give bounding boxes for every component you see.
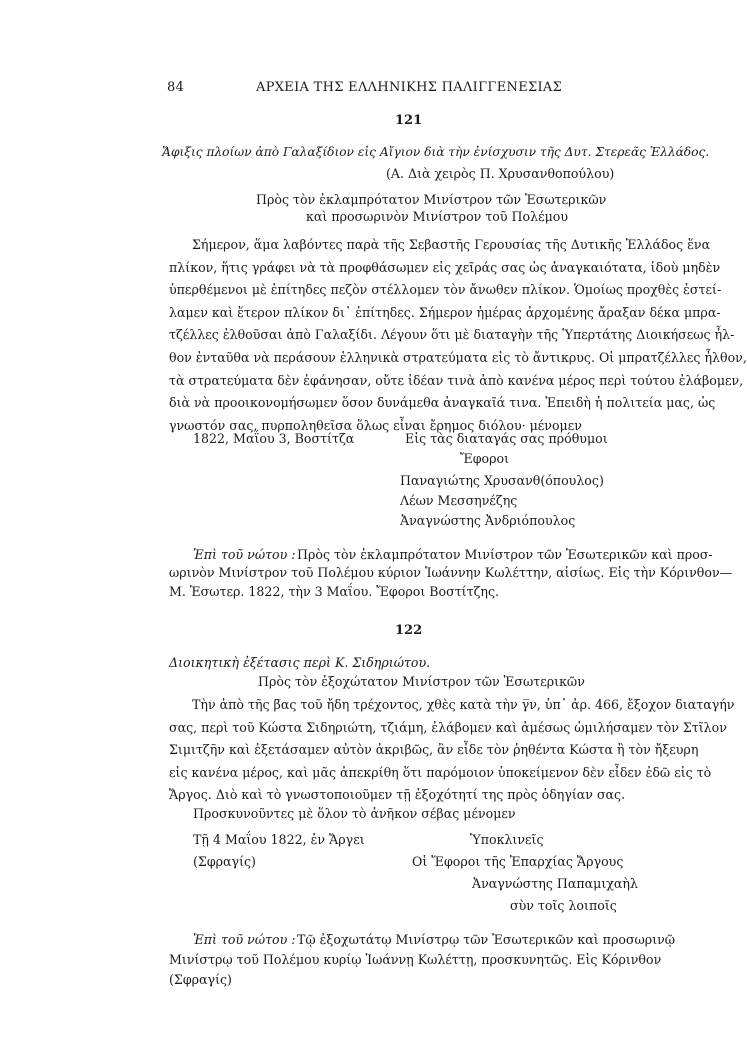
document-121-source: (Α. Διὰ χειρὸς Π. Χρυσανθοπούλου) <box>386 166 615 181</box>
document-122-verso-line: Τῷ ἐξοχωτάτῳ Μινίστρῳ τῶν Ἐσωτερικῶν καὶ προσωρινῷ <box>297 932 676 947</box>
document-121-verso-label: Ἐπὶ τοῦ νώτου : <box>193 547 296 562</box>
document-122-seal: (Σφραγίς) <box>193 854 256 869</box>
document-121-signer: Λέων Μεσσηνέζης <box>400 493 518 508</box>
document-121-body <box>169 234 747 437</box>
document-121-title: Ἄφιξις πλοίων ἀπὸ Γαλαξίδιον εἰς Αἴγιον διὰ τὴν ἐνίσχυσιν τῆς Δυτ. Στερεᾶς Ἑλλάδος. <box>162 145 710 159</box>
body-line: Σήμερον, ἅμα λαβόντες παρὰ τῆς Σεβαστῆς Γερουσίας τῆς Δυτικῆς Ἑλλάδος ἕνα <box>192 237 711 252</box>
document-122-verso-seal: (Σφραγίς) <box>169 972 232 987</box>
body-line: Ἄργος. Διὸ καὶ τὸ γνωστοποιοῦμεν τῇ ἐξοχότητί της πρὸς ὁδηγίαν σας. <box>169 787 626 803</box>
document-122-closing-line: Προσκυνοῦντες μὲ ὅλον τὸ ἀνῆκον σέβας μένομεν <box>193 806 516 821</box>
document-121-addressee-line-1: Πρὸς τὸν ἐκλαμπρότατον Μινίστρον τῶν Ἐσωτερικῶν <box>256 192 607 207</box>
body-line: λαμεν καὶ ἕτερον πλίκον δι᾽ ἐπίτηδες. Σήμερον ἡμέρας ἀρχομένης ἄραξαν δέκα μπρα- <box>169 304 721 320</box>
document-121-verso-line: Πρὸς τὸν ἐκλαμπρότατον Μινίστρον τῶν Ἐσωτερικῶν καὶ προσ- <box>297 547 713 562</box>
body-line: πλίκον, ἥτις γράφει νὰ τὰ προφθάσωμεν εἰς χεῖράς σας ὡς ἀναγκαιότατα, ἰδοὺ μηδὲν <box>169 259 721 275</box>
document-122-addressee: Πρὸς τὸν ἐξοχώτατον Μινίστρον τῶν Ἐσωτερικῶν <box>258 674 585 689</box>
body-line: τζέλλες ἐλθοῦσαι ἀπὸ Γαλαξίδι. Λέγουν ὅτι μὲ διαταγὴν τῆς Ὑπερτάτης Διοικήσεως ἦλ- <box>169 327 735 343</box>
body-line: τὰ στρατεύματα δὲν ἐφάνησαν, οὔτε ἰδέαν τινὰ ἀπὸ κανένα μέρος περὶ τούτου ἐλάβομεν, <box>169 372 744 388</box>
body-line: Σιμιτζῆν καὶ ἐξετάσαμεν αὐτὸν ἀκριβῶς, ἂν εἶδε τὸν ῥηθέντα Κώστα ἢ τὸν ἤξευρη <box>169 742 699 758</box>
document-122-signers-line: Οἱ Ἔφοροι τῆς Ἐπαρχίας Ἄργους <box>412 854 624 869</box>
document-121-closing: Εἰς τὰς διαταγάς σας πρόθυμοι <box>405 431 608 446</box>
document-122-date-place: Τῇ 4 Μαΐου 1822, ἐν Ἄργει <box>193 832 365 847</box>
document-121-signer: Παναγιώτης Χρυσανθ(όπουλος) <box>400 473 604 488</box>
body-line: σας, περὶ τοῦ Κώστα Σιδηριώτη, τζιάμη, ἐλάβομεν καὶ ἀμέσως ὡμιλήσαμεν τὸν Στῖλον <box>169 719 727 735</box>
document-122-signer: Ἀναγνώστης Παπαμιχαὴλ <box>472 876 638 891</box>
document-121-signers-title: Ἔφοροι <box>460 451 510 466</box>
document-121-verso-line: ωρινὸν Μινίστρον τοῦ Πολέμου κύριον Ἰωάννην Κωλέττην, αἰσίως. Εἰς τὴν Κόρινθον— <box>169 565 733 580</box>
document-121-signer: Ἀναγνώστης Ἀνδριόπουλος <box>400 513 576 528</box>
body-line: γνωστόν σας, πυρποληθεῖσα ὅλως εἶναι ἔρημος διόλου· μένομεν <box>169 417 582 433</box>
body-line: εἰς κανένα μέρος, καὶ μᾶς ἀπεκρίθη ὅτι παρόμοιον ὑποκείμενον δὲν εἶδεν ἐδῶ εἰς τὸ <box>169 764 712 780</box>
document-122-body <box>169 694 735 807</box>
document-121-addressee-line-2: καὶ προσωρινὸν Μινίστρον τοῦ Πολέμου <box>306 209 569 224</box>
document-number-122: 122 <box>395 623 423 638</box>
document-number-121: 121 <box>395 113 423 128</box>
document-121-verso-line: Μ. Ἐσωτερ. 1822, τὴν 3 Μαΐου. Ἔφοροι Βοστίτζης. <box>169 584 499 599</box>
body-line: ὑπερθέμενοι μὲ ἐπίτηδες πεζὸν στέλλομεν τὸν ἄνωθεν πλίκον. Ὁμοίως προχθὲς ἐστεί- <box>169 282 722 298</box>
document-122-verso-line: Μινίστρῳ τοῦ Πολέμου κυρίῳ Ἰωάννῃ Κωλέττῃ, προσκυνητῶς. Εἰς Κόρινθον <box>169 952 662 967</box>
document-122-verso-label: Ἐπὶ τοῦ νώτου : <box>193 932 296 947</box>
page-number: 84 <box>167 80 185 95</box>
document-122-signer-others: σὺν τοῖς λοιποῖς <box>510 898 617 913</box>
body-line: διὰ νὰ προοικονομήσωμεν ὅσον δυνάμεθα ἀναγκαῖά τινα. Ἐπειδὴ ἡ πολιτεία μας, ὡς <box>169 395 716 411</box>
document-122-subscribed: Ὑποκλινεῖς <box>470 832 544 847</box>
document-122-title: Διοικητικὴ ἐξέτασις περὶ Κ. Σιδηριώτου. <box>169 655 431 670</box>
document-121-date-place: 1822, Μαΐου 3, Βοστίτζα <box>193 431 355 446</box>
body-line: θον ἐνταῦθα νὰ περάσουν ἑλληνικὰ στρατεύματα εἰς τὸ ἄντικρυς. Οἱ μπρατζέλλες ἦλθον, <box>169 349 747 365</box>
body-line: Τὴν ἀπὸ τῆς β̅ας τοῦ ἤδη τρέχοντος, χθὲς κατὰ τὴν γ̅ν, ὑπ᾽ ἀρ. 466, ἔξοχον διαταγήν <box>192 697 735 712</box>
running-title: ΑΡΧΕΙΑ ΤΗΣ ΕΛΛΗΝΙΚΗΣ ΠΑΛΙΓΓΕΝΕΣΙΑΣ <box>256 80 563 95</box>
